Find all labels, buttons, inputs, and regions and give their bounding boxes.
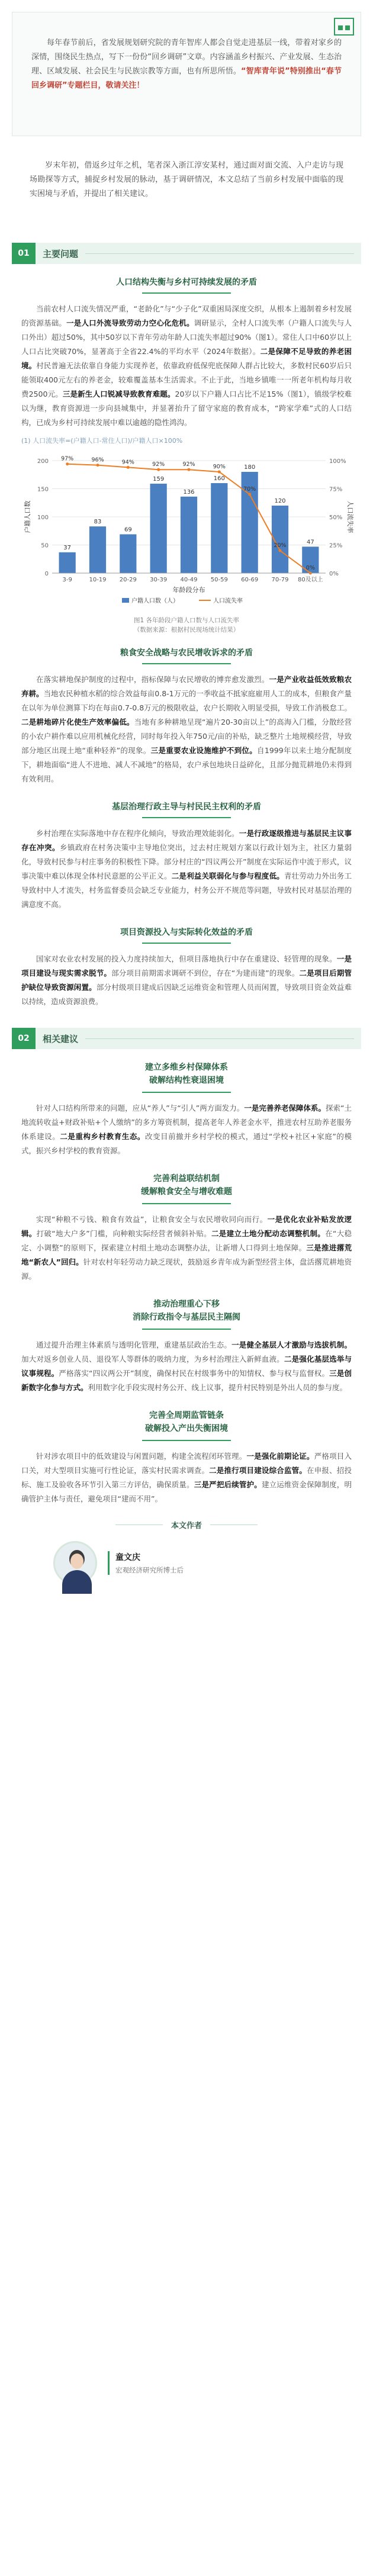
text: 村民普遍无法依靠自身能力实现养老，依靠政府低保兜底保障人群占比较大，多数村民60岁后只能领取400元左右的养老金，较难覆盖基本生活需求。不止于此，当地乡镇唯一一所老年机构每月收费2500元。 (21, 361, 352, 398)
text: 改变目前撤并乡村学校的模式，通过“学校+社区+家庭”的模式，振兴乡村学校的教育资源。 (21, 1132, 352, 1155)
bold-text: 一是健全基层人才激励与选拔机制。 (231, 1340, 352, 1349)
section-title: 相关建议 (43, 1033, 79, 1044)
x-tick-label: 70-79 (271, 577, 289, 583)
bold-text: 一是项目建设与现实需求脱节。 (21, 954, 352, 977)
y2-tick-label: 100% (329, 458, 346, 465)
bold-text: 一是强化前期论证。 (246, 1452, 314, 1461)
text: 严格项目入口关，对大型项目实施可行性论证，落实村民需求调查。 (21, 1452, 352, 1475)
x-tick-label: 80及以上 (297, 577, 323, 583)
bar (89, 526, 106, 573)
problem-3-body (0, 826, 373, 912)
paragraph (21, 1101, 352, 1158)
bar (59, 552, 76, 573)
text: 通过提升治理主体素质与透明化管理，重建基层政治生态。 (36, 1340, 232, 1349)
text: 当地有多种耕地呈现“遍片20-30亩以上”的高海入门槛，分散经营的小农户耕作难以应用机械化经营，同时每年投入年750元/亩的补贴，缺乏整片土地规模经营，导致部分地区出现土地“重种轻养”的现象。 (21, 718, 352, 755)
bold-text: 三是创新数字化参与方式。 (21, 1369, 352, 1392)
text: 在落实耕地保护制度的过程中，指标保障与农民增收的博弈愈发激烈。 (36, 675, 269, 684)
line-value-label: 90% (213, 464, 226, 470)
bold-text: 二是推行项目建设综合监管。 (209, 1466, 307, 1475)
text: 在申报、招投标、施工及验收各环节引入第三方评估，确保质量。 (21, 1466, 352, 1489)
bar-value-label: 37 (63, 544, 72, 551)
text: 乡村治理在实际落地中存在程序化倾向，导致治理效能弱化。 (36, 829, 239, 838)
text: 在“大稳定、小调整”的原则下，探索建立村组土地动态调整办法，让新增人口得到土地保障。 (21, 1229, 352, 1252)
suggestion-1-body (0, 1101, 373, 1158)
section-number: 01 (12, 243, 36, 264)
bold-text: 一是人口外流导致劳动力空心化危机。 (66, 319, 194, 327)
section-divider (85, 253, 354, 254)
bar-value-label: 180 (244, 464, 256, 471)
text: 当地农民种植水稻的综合效益每亩0.8-1万元的一季收益不抵家庭雇用人工的成本，但粮食产量在以年为单位测算下均在每亩0.7-0.8万元的极限收益，农户长期收入明显受损，导致工作消极怠工。 (21, 689, 352, 712)
intro-text: 每年春节前后，省发展规划研究院的青年智库人都会自觉走进基层一线，带着对家乡的深情，围绕民生热点，写下一份份“回乡调研”文章。内容涵盖乡村振兴、产业发展、生态治理、区域发展、社会民生与民族宗教等方面，也有所思所悟。 (31, 38, 342, 76)
line-point (279, 549, 282, 552)
text: 部分项目前期需求调研不到位，存在“为建而建”的现象。 (111, 969, 300, 977)
author-info (108, 1551, 184, 1575)
quote-corner-icon (333, 17, 355, 36)
bar-value-label: 159 (153, 475, 165, 483)
x-tick-label: 20-29 (119, 577, 137, 583)
problem-1-title: 人口结构失衡与乡村可持续发展的矛盾 (0, 264, 373, 302)
text: 打破“地大户多”门槛，向种粮实际经营者倾斜补贴。 (36, 1229, 211, 1238)
text: 建立运维资金保障制度，明确管护主体与责任，避免项目“建而不用”。 (21, 1480, 352, 1503)
y2-tick-label: 0% (329, 571, 339, 577)
bold-text: 三是严把后续管护。 (194, 1480, 262, 1489)
bold-text: 一是优化农业补贴发放逻辑。 (21, 1215, 352, 1238)
line-value-label: 92% (152, 461, 165, 468)
suggestion-title-line: 破解投入产出失衡困境 (145, 1424, 228, 1433)
bold-text: 二是强化基层选举与议事规程。 (21, 1355, 352, 1378)
section-header-suggestions (12, 1028, 361, 1049)
chart-subtitle: (1) 人口流失率=(户籍人口-常住人口)/户籍人口×100% (21, 437, 183, 445)
bar-value-label: 69 (124, 526, 132, 533)
paragraph (21, 952, 352, 1009)
text: 国家对农业农村发展的投入力度持续加大，但项目落地执行中存在重建设、轻管理的现象。 (36, 954, 337, 963)
line-value-label: 92% (182, 461, 195, 468)
suggestion-title-line: 消除行政指令与基层民主隔阂 (133, 1313, 240, 1322)
suggestion-2-title (0, 1160, 373, 1213)
bar-value-label: 160 (213, 475, 225, 482)
bold-text: 二是保障不足导致的养老困境。 (21, 347, 352, 370)
legend-swatch-bars (122, 598, 129, 603)
y-axis-title: 户籍人口数 (24, 500, 31, 533)
x-tick-label: 10-19 (89, 577, 107, 583)
suggestion-4-body (0, 1449, 373, 1506)
suggestion-title-line: 推动治理重心下移 (153, 1300, 220, 1309)
line-value-label: 0% (306, 565, 315, 571)
x-tick-label: 3-9 (62, 577, 72, 583)
y2-axis-title: 人口流失率 (346, 500, 354, 533)
line-point (66, 462, 69, 465)
suggestion-1-title (0, 1049, 373, 1101)
bar (211, 483, 227, 573)
text: 探索“土地流转收益+财政补贴+个人缴纳”的多方筹资机制，提高老年人养老金水平，推进农村互助养老服务体系建设。 (21, 1104, 352, 1141)
problem-4-title: 项目资源投入与实际转化效益的矛盾 (0, 914, 373, 952)
line-point (188, 468, 191, 471)
bar-value-label: 136 (183, 488, 195, 496)
x-tick-label: 60-69 (241, 577, 259, 583)
legend-label-bars: 户籍人口数（人） (131, 598, 179, 604)
section-divider (85, 1038, 354, 1039)
y-tick-label: 200 (37, 458, 49, 465)
suggestion-title-line: 缓解粮食安全与增收难题 (141, 1187, 232, 1197)
lead-paragraph: 岁末年初，借返乡过年之机，笔者深入浙江淳安某村，通过面对面交流、入户走访与现场勘探等方式，捕捉乡村发展的脉动，基于调研情况，本文总结了当前乡村发展中面临的现实困境与矛盾，并提出了相关建议。 (30, 161, 343, 198)
y2-tick-label: 75% (329, 486, 343, 493)
line-value-label: 20% (274, 542, 287, 549)
section-header-problems (12, 243, 361, 264)
bold-text: 二是重构乡村教育生态。 (60, 1132, 145, 1141)
text: 当前农村人口流失情况严重，“老龄化”与“少子化”双重困局深度交织，从根本上遏制着乡村发展的资源基础。 (21, 304, 352, 327)
text: 针对人口结构所带来的问题，应从“养人”与“引人”两方面发力。 (36, 1104, 245, 1112)
bold-text: 一是产业收益低效致粮农弃耕。 (21, 675, 352, 698)
paragraph (21, 673, 352, 786)
x-tick-label: 50-59 (210, 577, 228, 583)
text: 部分村级项目建成后因缺乏运维资金和管理人员而闲置，导致项目资金效益难以持续，造成资源浪费。 (21, 983, 352, 1006)
line-value-label: 70% (243, 486, 256, 493)
suggestion-2-body (0, 1213, 373, 1284)
intro-card (12, 12, 361, 136)
x-tick-label: 40-49 (180, 577, 198, 583)
y-tick-label: 100 (37, 514, 49, 521)
chart-source: （数据来源：根据村民现场统计结果） (133, 626, 240, 633)
section-number: 02 (12, 1028, 36, 1049)
intro-paragraph (31, 36, 342, 93)
bold-text: 三是新生人口锐减导致教育难题。 (62, 390, 175, 398)
text: 乡镇政府在村务决策中主导地位突出，过去村庄规划方案以行政计划为主，社区力量弱化，导致村民参与村庄事务的积极性下降。部分村庄的“四议两公开”制度在实际运作中流于形式，议事决策中难以体现全体村民意愿的公平正义。 (21, 843, 352, 880)
paragraph (21, 1449, 352, 1506)
paragraph (21, 1338, 352, 1395)
author-title: 宏观经济研究所博士后 (115, 1566, 184, 1574)
article-page (0, 12, 373, 2576)
author-avatar (53, 1541, 97, 1585)
line-point (218, 471, 221, 474)
bar-value-label: 47 (306, 539, 314, 546)
author-name: 童文庆 (115, 1553, 140, 1562)
text: 针对涉农项目中的低效建设与闲置问题，构建全流程闭环管理。 (36, 1452, 247, 1461)
text: 利用数字化手段实现村务公开、线上议事，提升村民特别是外出人员的参与度。 (88, 1383, 348, 1392)
bar (120, 534, 136, 573)
intro-highlight: “智库青年说”特别推出“春节回乡调研”专题栏目，敬请关注！ (31, 67, 342, 90)
suggestion-3-body (0, 1338, 373, 1395)
bold-text: 三是推进撂荒地“新农人”回归。 (21, 1243, 352, 1266)
paragraph (21, 826, 352, 912)
problem-2-body (0, 673, 373, 786)
text: 20岁以下户籍人口占比不足15%（图1），镇级学校难以为继，教育资源进一步向县城集中，并显著抬升了留守家庭的教育成本，“跨家学难”式的人口结构，已成为乡村可持续发展中难以逾越的隐性鸿沟。 (21, 390, 352, 427)
line-point (127, 466, 130, 469)
bold-text: 一是完善养老保障体系。 (244, 1104, 326, 1112)
line-value-label: 96% (91, 456, 104, 464)
bold-text: 二是项目后期管护缺位导致资源闲置。 (21, 969, 352, 992)
chart-caption: 图1 各年龄段户籍人口数与人口流失率 (133, 617, 240, 624)
lead-section (0, 136, 373, 243)
bold-text: 二是耕地碎片化使生产效率偏低。 (21, 718, 134, 726)
y-tick-label: 50 (41, 542, 49, 549)
line-value-label: 94% (121, 459, 134, 466)
text: 自1999年以来土地分配制度下，耕地面临“进人不进地、减人不减地”的格局，农户承包地块日益碎化，且部分抛荒耕地仍未得到有效利用。 (21, 746, 352, 783)
text: 加大对返乡创业人员、退役军人等群体的吸纳力度，为乡村治理注入新鲜血液。 (21, 1355, 284, 1363)
x-axis-title: 年龄段分布 (172, 586, 205, 594)
text: 严格落实“四议两公开”制度，确保村民在村级事务中的知情权、参与权与监督权。 (59, 1369, 330, 1378)
paragraph (21, 302, 352, 430)
line-point (97, 464, 99, 467)
bold-text: 二是建立土地分配动态调整机制。 (211, 1229, 326, 1238)
suggestion-title-line: 完善全周期监管链条 (149, 1411, 224, 1420)
problem-3-title: 基层治理行政主导与村民民主权利的矛盾 (0, 789, 373, 826)
y-tick-label: 0 (44, 571, 49, 577)
bold-text: 三是重要农业设施维护不到位。 (150, 746, 258, 755)
section-title: 主要问题 (43, 248, 79, 259)
suggestion-3-title (0, 1286, 373, 1338)
author-card (53, 1541, 373, 1585)
problem-4-body (0, 952, 373, 1009)
text: 实现“种粮不亏钱、粮食有效益”，让粮食安全与农民增收同向而行。 (36, 1215, 268, 1224)
text: 针对农村年轻劳动力缺乏现状，鼓励返乡青年成为新型经营主体，盘活撂荒耕地资源。 (21, 1258, 352, 1281)
line-value-label: 97% (61, 455, 74, 462)
problem-1-body (0, 302, 373, 430)
text: 调研显示，全村人口流失率（户籍人口流失与人口外出）超过50%，其中50岁以下青年劳动年龄人口流失率超过90%（图1）。常住人口中60岁以上人口占比突破70%，显著高于全省22.4%的平均水平（2024年数据）。 (21, 319, 352, 356)
legend-label-line: 人口流失率 (213, 598, 243, 604)
chart-svg (21, 448, 352, 613)
bar-value-label: 120 (274, 498, 286, 504)
y-tick-label: 150 (37, 486, 49, 493)
suggestion-title-line: 完善利益联结机制 (153, 1174, 220, 1184)
suggestion-4-title (0, 1397, 373, 1449)
suggestion-title-line: 破解结构性衰退困境 (149, 1076, 224, 1085)
problem-2-title: 粮食安全战略与农民增收诉求的矛盾 (0, 635, 373, 673)
text: 青壮劳动力外出务工导致村中人才流失，村务监督委员会缺乏专业能力，村务公开不规范等问题，导致村民对基层治理的满意度不高。 (21, 871, 352, 909)
bar (150, 484, 167, 573)
population-chart (0, 432, 373, 635)
suggestion-title-line: 建立多维乡村保障体系 (145, 1063, 228, 1072)
x-tick-label: 30-39 (150, 577, 168, 583)
paragraph (21, 1213, 352, 1284)
bar-value-label: 83 (94, 519, 102, 526)
y2-tick-label: 25% (329, 542, 343, 549)
bar (181, 497, 197, 573)
bold-text: 二是利益关联弱化与参与程度低。 (171, 871, 284, 880)
bold-text: 一是行政逐级推进与基层民主议事存在冲突。 (21, 829, 352, 852)
line-point (248, 493, 251, 496)
line-point (157, 468, 160, 471)
author-heading: 本文作者 (0, 1509, 373, 1530)
y2-tick-label: 50% (329, 514, 343, 521)
